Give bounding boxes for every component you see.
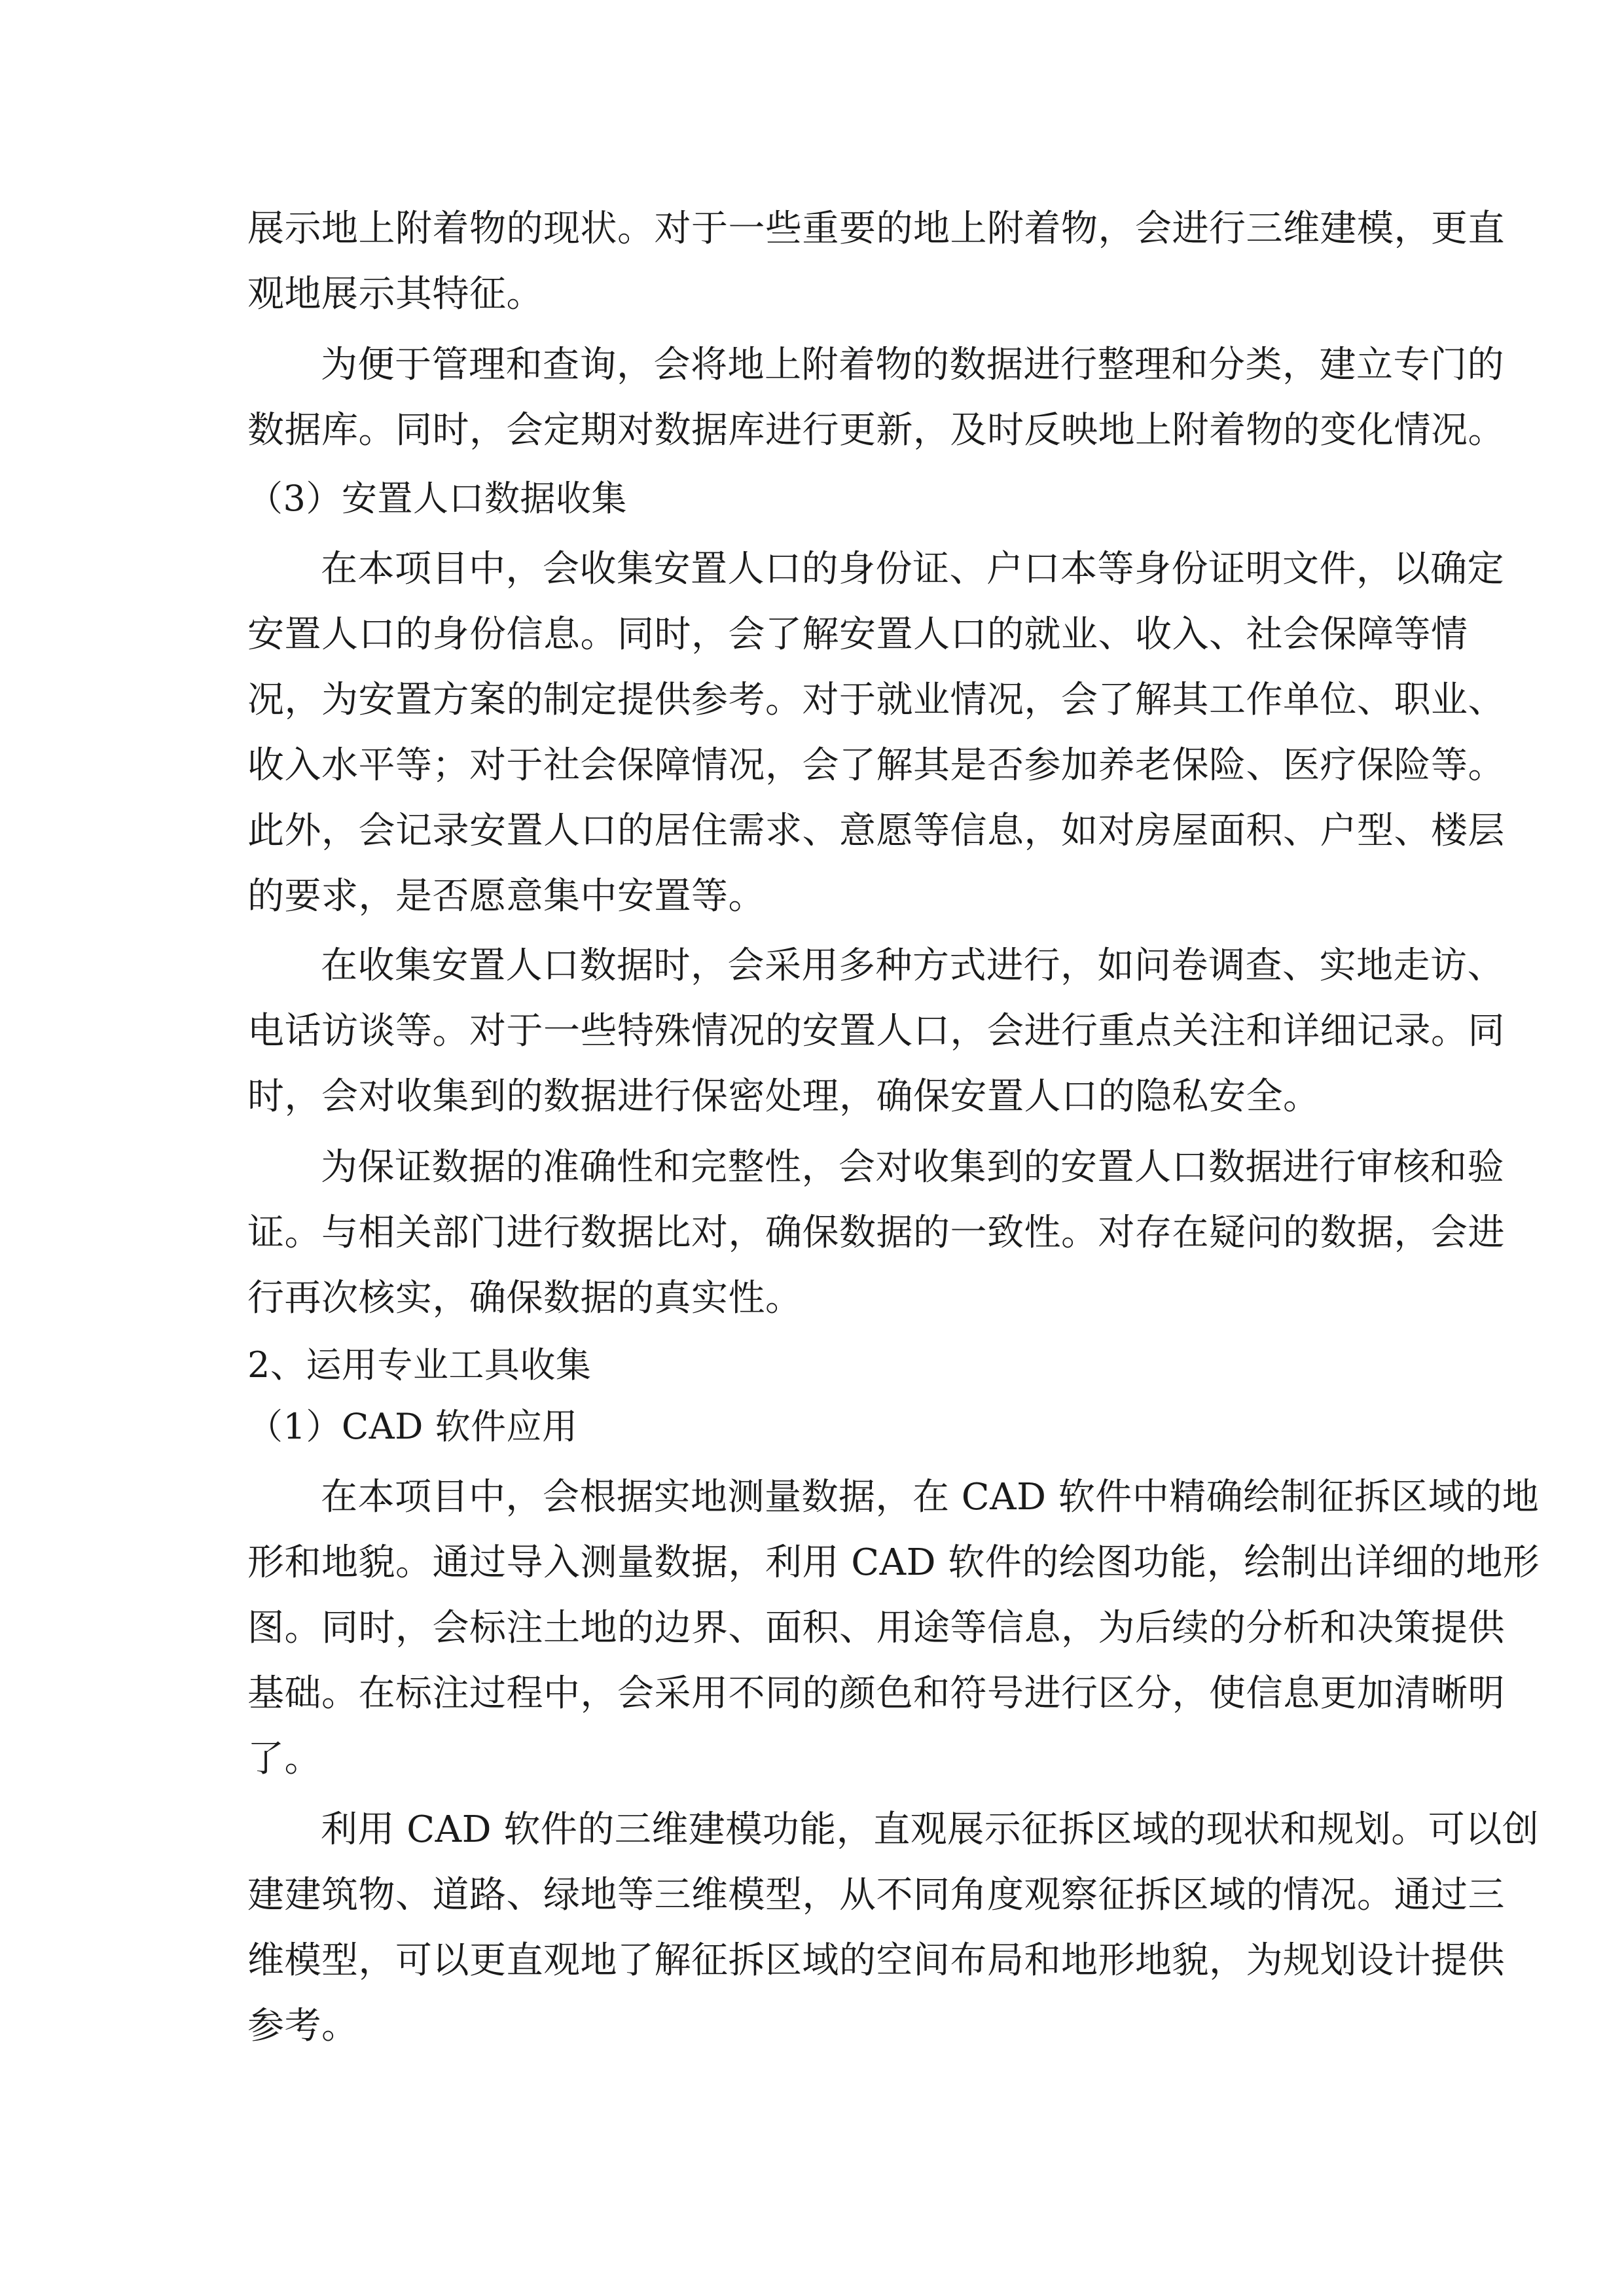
paragraph-line: 在本项目中，会根据实地测量数据，在 CAD 软件中精确绘制征拆区域的地 xyxy=(321,1476,1540,1518)
paragraph-line: 为保证数据的准确性和完整性，会对收集到的安置人口数据进行审核和验 xyxy=(321,1146,1504,1189)
paragraph-line: 维模型，可以更直观地了解征拆区域的空间布局和地形地貌，为规划设计提供 xyxy=(247,1939,1505,1982)
section-heading: 2、运用专业工具收集 xyxy=(247,1344,592,1386)
paragraph-line: 行再次核实，确保数据的真实性。 xyxy=(247,1277,803,1319)
paragraph-line: 为便于管理和查询，会将地上附着物的数据进行整理和分类，建立专门的 xyxy=(321,344,1504,386)
paragraph-line: 观地展示其特征。 xyxy=(247,273,543,315)
paragraph-line: 了。 xyxy=(247,1738,321,1780)
subsection-heading: （1）CAD 软件应用 xyxy=(247,1406,578,1447)
paragraph-line: 收入水平等；对于社会保障情况，会了解其是否参加养老保险、医疗保险等。 xyxy=(247,744,1505,787)
paragraph-line: 数据库。同时，会定期对数据库进行更新，及时反映地上附着物的变化情况。 xyxy=(247,409,1505,452)
paragraph-line: 参考。 xyxy=(247,2005,359,2047)
paragraph-line: 的要求，是否愿意集中安置等。 xyxy=(247,875,765,918)
paragraph-line: 时，会对收集到的数据进行保密处理，确保安置人口的隐私安全。 xyxy=(247,1075,1320,1118)
paragraph-line: 基础。在标注过程中，会采用不同的颜色和符号进行区分，使信息更加清晰明 xyxy=(247,1672,1505,1715)
paragraph-line: 图。同时，会标注土地的边界、面积、用途等信息，为后续的分析和决策提供 xyxy=(247,1607,1505,1649)
paragraph-line: 况，为安置方案的制定提供参考。对于就业情况，会了解其工作单位、职业、 xyxy=(247,679,1505,721)
paragraph-line: 形和地貌。通过导入测量数据，利用 CAD 软件的绘图功能，绘制出详细的地形 xyxy=(247,1541,1540,1584)
section-heading: （3）安置人口数据收集 xyxy=(247,478,627,519)
paragraph-line: 证。与相关部门进行数据比对，确保数据的一致性。对存在疑问的数据，会进 xyxy=(247,1211,1505,1254)
paragraph-line: 在本项目中，会收集安置人口的身份证、户口本等身份证明文件，以确定 xyxy=(321,548,1504,590)
paragraph-line: 利用 CAD 软件的三维建模功能，直观展示征拆区域的现状和规划。可以创 xyxy=(321,1808,1540,1851)
paragraph-line: 电话访谈等。对于一些特殊情况的安置人口，会进行重点关注和详细记录。同 xyxy=(247,1010,1505,1052)
paragraph-line: 建建筑物、道路、绿地等三维模型，从不同角度观察征拆区域的情况。通过三 xyxy=(247,1874,1505,1916)
paragraph-line: 此外，会记录安置人口的居住需求、意愿等信息，如对房屋面积、户型、楼层 xyxy=(247,810,1505,852)
paragraph-line: 安置人口的身份信息。同时，会了解安置人口的就业、收入、社会保障等情 xyxy=(247,613,1468,656)
paragraph-line: 展示地上附着物的现状。对于一些重要的地上附着物，会进行三维建模，更直 xyxy=(247,207,1505,250)
paragraph-line: 在收集安置人口数据时，会采用多种方式进行，如问卷调查、实地走访、 xyxy=(321,944,1504,987)
